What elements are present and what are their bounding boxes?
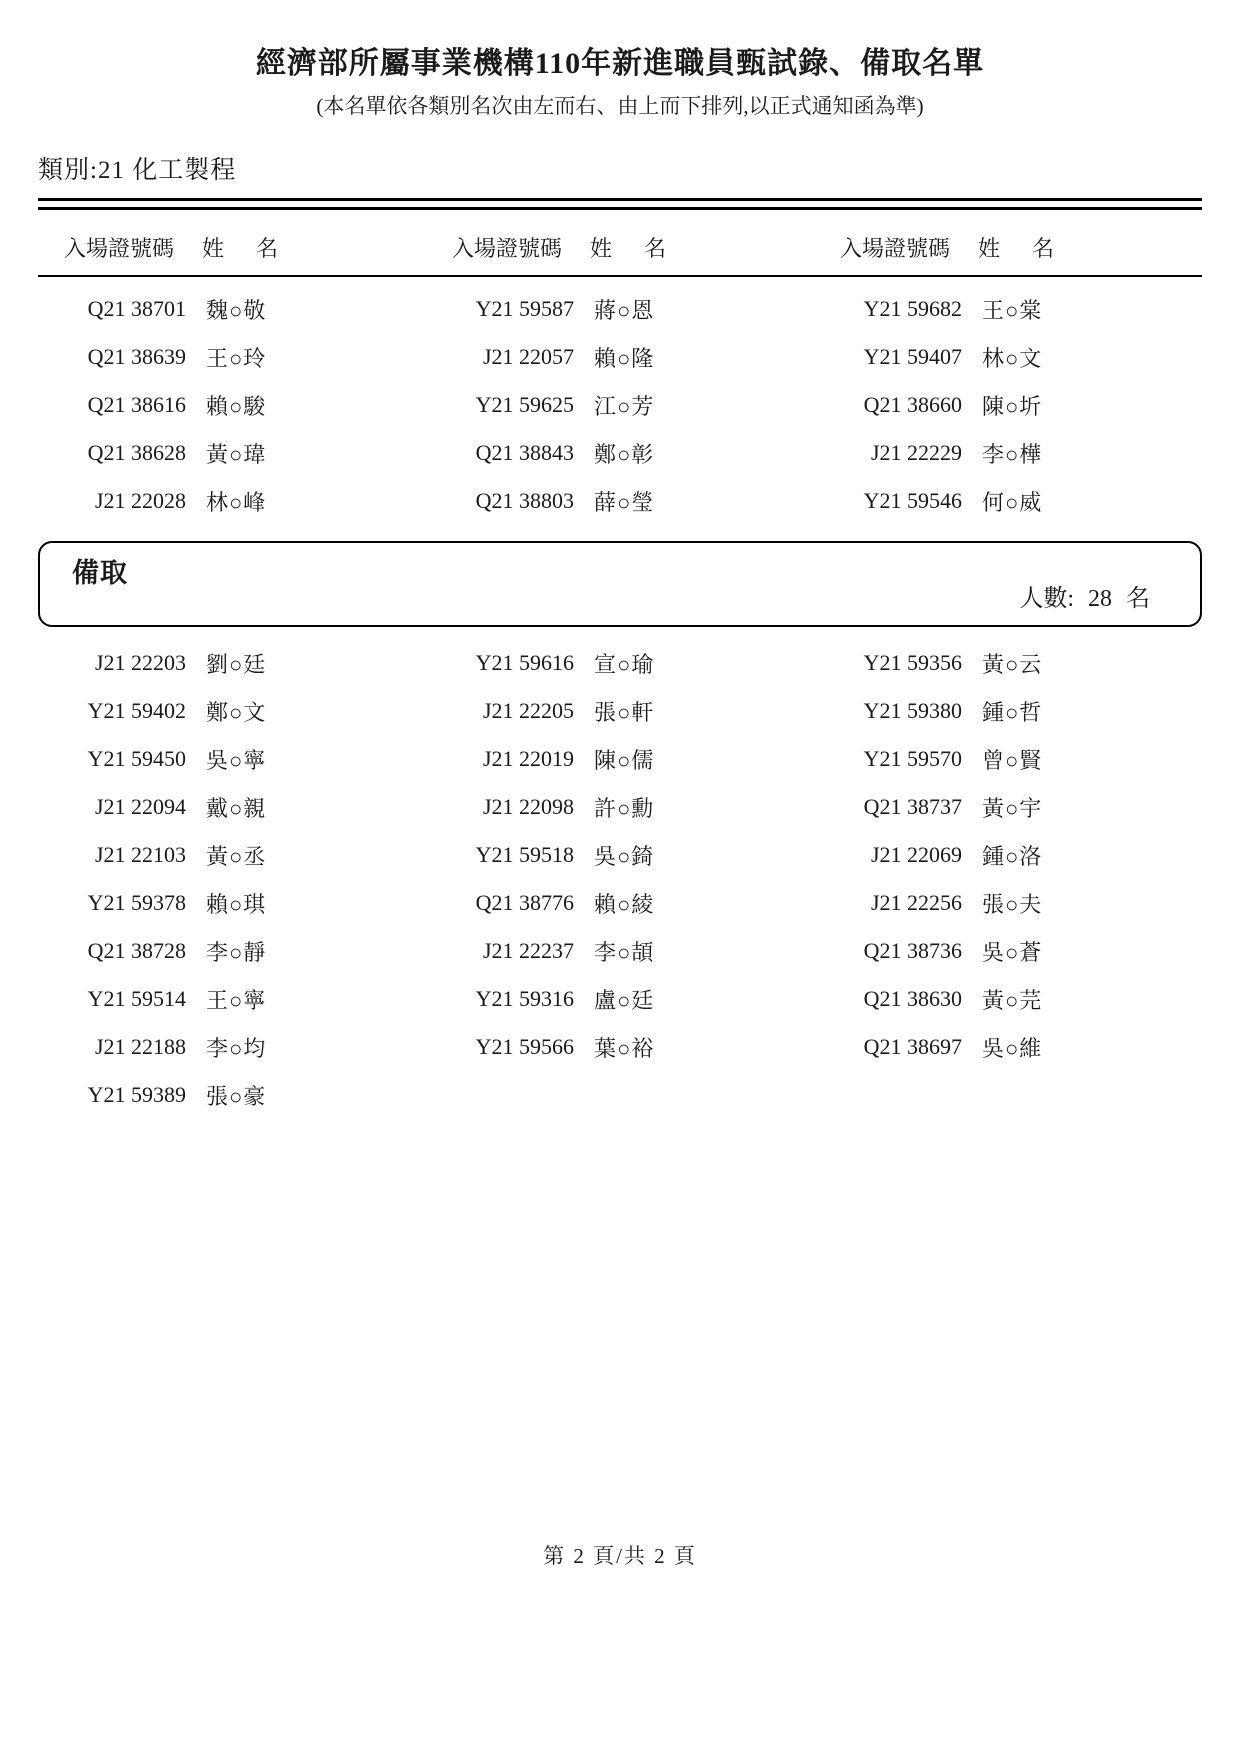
candidate-name: 陳○圻	[982, 393, 1043, 419]
table-row	[38, 687, 426, 735]
waitlist-banner	[38, 541, 1202, 627]
table-row	[426, 333, 814, 381]
candidate-id: Q21 38701	[87, 296, 186, 321]
candidate-name: 李○頡	[594, 939, 655, 965]
candidate-id: Q21 38728	[87, 938, 186, 963]
candidate-id: J21 22098	[482, 794, 574, 819]
candidate-name: 林○峰	[206, 489, 267, 515]
candidate-id: J21 22203	[94, 650, 186, 675]
table-row	[426, 1023, 814, 1071]
candidate-name: 張○軒	[594, 699, 655, 725]
candidate-id: Q21 38639	[87, 344, 186, 369]
candidate-name: 賴○駿	[206, 393, 267, 419]
table-row	[38, 333, 426, 381]
candidate-name: 王○寧	[206, 987, 267, 1013]
candidate-id: Q21 38660	[863, 392, 962, 417]
candidate-name: 黃○芫	[982, 987, 1043, 1013]
candidate-name: 許○勳	[594, 795, 655, 821]
candidate-id: Y21 59570	[863, 746, 962, 771]
candidate-name: 鄭○彰	[594, 441, 655, 467]
candidate-name: 賴○綾	[594, 891, 655, 917]
candidate-name: 魏○敬	[206, 297, 267, 323]
table-row	[38, 783, 426, 831]
candidate-name: 張○夫	[982, 891, 1043, 917]
candidate-id: J21 22057	[482, 344, 574, 369]
table-row	[38, 429, 426, 477]
column-header-id: 入場證號碼	[840, 236, 951, 261]
table-row	[426, 687, 814, 735]
candidate-name: 曾○賢	[982, 747, 1043, 773]
candidate-id: Y21 59402	[87, 698, 186, 723]
table-row	[38, 975, 426, 1023]
table-row	[426, 285, 814, 333]
candidate-name: 李○樺	[982, 441, 1043, 467]
candidate-id: Y21 59587	[475, 296, 574, 321]
table-row	[38, 879, 426, 927]
waitlist-column-2	[426, 639, 814, 1119]
category-label: 類別:21 化工製程	[38, 157, 237, 184]
column-header-givenname: 名	[256, 236, 279, 261]
candidate-id: Y21 59450	[87, 746, 186, 771]
table-row	[426, 831, 814, 879]
waitlist-column-3	[814, 639, 1202, 1119]
candidate-name: 吳○寧	[206, 747, 267, 773]
header-divider	[38, 275, 1202, 277]
table-row	[38, 477, 426, 525]
candidate-name: 戴○親	[206, 795, 267, 821]
table-row	[814, 687, 1202, 735]
table-row	[38, 927, 426, 975]
column-header-surname: 姓	[590, 236, 613, 261]
candidate-id: Y21 59566	[475, 1034, 574, 1059]
candidate-id: Y21 59378	[87, 890, 186, 915]
table-row	[426, 735, 814, 783]
candidate-id: Q21 38843	[475, 440, 574, 465]
candidate-name: 葉○裕	[594, 1035, 655, 1061]
candidate-name: 黃○云	[982, 651, 1043, 677]
candidate-name: 鄭○文	[206, 699, 267, 725]
table-row	[814, 735, 1202, 783]
candidate-id: Q21 38697	[863, 1034, 962, 1059]
candidate-name: 李○靜	[206, 939, 267, 965]
waitlist-count-unit: 名	[1126, 586, 1150, 612]
table-row	[38, 381, 426, 429]
table-row	[426, 381, 814, 429]
candidate-name: 王○玲	[206, 345, 267, 371]
candidate-name: 王○棠	[982, 297, 1043, 323]
candidate-id: Y21 59316	[475, 986, 574, 1011]
table-row	[426, 639, 814, 687]
table-row	[814, 927, 1202, 975]
candidate-name: 薛○瑩	[594, 489, 655, 515]
candidate-id: Q21 38776	[475, 890, 574, 915]
table-row	[426, 783, 814, 831]
candidate-id: Y21 59518	[475, 842, 574, 867]
candidate-id: Y21 59407	[863, 344, 962, 369]
admitted-list-column-2	[426, 285, 814, 525]
candidate-name: 何○威	[982, 489, 1043, 515]
column-header-surname: 姓	[978, 236, 1001, 261]
table-row	[38, 1071, 426, 1119]
table-row	[814, 879, 1202, 927]
table-row	[38, 285, 426, 333]
candidate-id: Y21 59514	[87, 986, 186, 1011]
candidate-id: Q21 38803	[475, 488, 574, 513]
admitted-table-header	[38, 232, 1202, 263]
page-subtitle: (本名單依各類別名次由左而右、由上而下排列,以正式通知函為準)	[316, 94, 924, 118]
admitted-list-column-3	[814, 285, 1202, 525]
candidate-name: 黃○宇	[982, 795, 1043, 821]
candidate-id: Y21 59389	[87, 1082, 186, 1107]
candidate-id: J21 22229	[870, 440, 962, 465]
column-header-group-1	[38, 232, 426, 263]
column-header-givenname: 名	[1032, 236, 1055, 261]
page-footer: 第 2 頁/共 2 頁	[543, 1544, 697, 1568]
candidate-name: 李○均	[206, 1035, 267, 1061]
table-row	[814, 1023, 1202, 1071]
candidate-id: J21 22188	[94, 1034, 186, 1059]
candidate-name: 蔣○恩	[594, 297, 655, 323]
table-row	[426, 975, 814, 1023]
candidate-id: J21 22019	[482, 746, 574, 771]
candidate-name: 賴○琪	[206, 891, 267, 917]
candidate-id: J21 22094	[94, 794, 186, 819]
table-row	[426, 927, 814, 975]
candidate-name: 盧○廷	[594, 987, 655, 1013]
candidate-name: 林○文	[982, 345, 1043, 371]
candidate-name: 鍾○哲	[982, 699, 1043, 725]
candidate-id: Y21 59546	[863, 488, 962, 513]
admitted-section	[38, 232, 1202, 525]
table-row	[38, 735, 426, 783]
waitlist-title: 備取	[72, 558, 128, 588]
double-divider	[38, 198, 1202, 210]
table-row	[814, 477, 1202, 525]
column-header-givenname: 名	[644, 236, 667, 261]
candidate-name: 陳○儒	[594, 747, 655, 773]
waitlist-list	[38, 639, 1202, 1119]
table-row	[814, 333, 1202, 381]
candidate-id: Y21 59682	[863, 296, 962, 321]
table-row	[38, 831, 426, 879]
candidate-name: 張○豪	[206, 1083, 267, 1109]
table-row	[814, 381, 1202, 429]
candidate-name: 黃○丞	[206, 843, 267, 869]
table-row	[38, 1023, 426, 1071]
waitlist-section	[38, 639, 1202, 1119]
candidate-id: J21 22103	[94, 842, 186, 867]
table-row	[426, 477, 814, 525]
waitlist-count	[1019, 578, 1150, 613]
admitted-list-column-1	[38, 285, 426, 525]
table-row	[814, 285, 1202, 333]
candidate-name: 鍾○洛	[982, 843, 1043, 869]
page-title: 經濟部所屬事業機構110年新進職員甄試錄、備取名單	[255, 47, 985, 80]
candidate-id: J21 22237	[482, 938, 574, 963]
candidate-id: J21 22256	[870, 890, 962, 915]
candidate-id: Q21 38628	[87, 440, 186, 465]
table-row	[814, 783, 1202, 831]
column-header-id: 入場證號碼	[452, 236, 563, 261]
table-row	[814, 429, 1202, 477]
candidate-name: 吳○維	[982, 1035, 1043, 1061]
candidate-name: 吳○錡	[594, 843, 655, 869]
candidate-id: Y21 59616	[475, 650, 574, 675]
table-row	[426, 429, 814, 477]
candidate-id: J21 22069	[870, 842, 962, 867]
table-row	[814, 831, 1202, 879]
column-header-group-2	[426, 232, 814, 263]
candidate-name: 劉○廷	[206, 651, 267, 677]
column-header-surname: 姓	[202, 236, 225, 261]
candidate-name: 宣○瑜	[594, 651, 655, 677]
table-row	[814, 975, 1202, 1023]
candidate-name: 黃○瑋	[206, 441, 267, 467]
column-header-id: 入場證號碼	[64, 236, 175, 261]
table-row	[814, 639, 1202, 687]
table-row	[426, 879, 814, 927]
candidate-id: Y21 59380	[863, 698, 962, 723]
candidate-name: 江○芳	[594, 393, 655, 419]
candidate-id: Q21 38736	[863, 938, 962, 963]
candidate-id: Q21 38616	[87, 392, 186, 417]
waitlist-column-1	[38, 639, 426, 1119]
waitlist-count-label: 人數:	[1019, 586, 1074, 612]
candidate-id: J21 22028	[94, 488, 186, 513]
candidate-id: Q21 38737	[863, 794, 962, 819]
table-row	[38, 639, 426, 687]
waitlist-count-value: 28	[1088, 586, 1112, 612]
candidate-id: Y21 59356	[863, 650, 962, 675]
candidate-id: J21 22205	[482, 698, 574, 723]
candidate-name: 賴○隆	[594, 345, 655, 371]
candidate-id: Y21 59625	[475, 392, 574, 417]
admitted-list	[38, 285, 1202, 525]
candidate-name: 吳○蒼	[982, 939, 1043, 965]
candidate-id: Q21 38630	[863, 986, 962, 1011]
column-header-group-3	[814, 232, 1202, 263]
